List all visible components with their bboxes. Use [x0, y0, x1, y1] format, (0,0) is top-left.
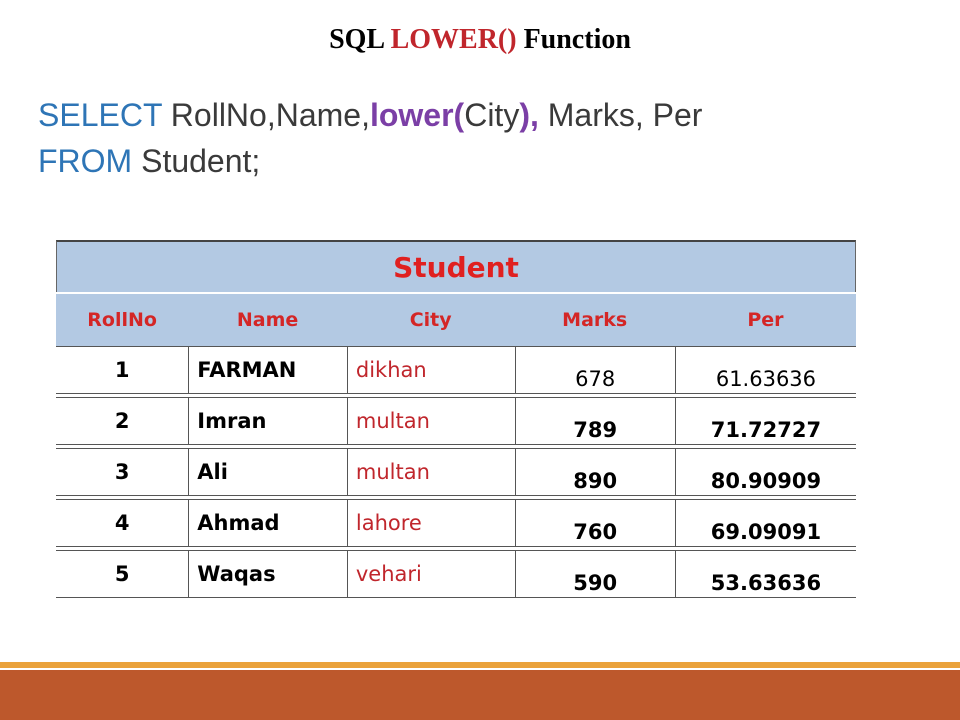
column-header: Marks	[515, 292, 675, 346]
cell-rollno: 5	[56, 550, 188, 598]
cell-name: Imran	[188, 397, 347, 445]
sql-query	[38, 92, 702, 184]
title-prefix: SQL	[329, 24, 391, 55]
cell-per: 69.09091	[675, 499, 856, 547]
cell-city: dikhan	[347, 346, 515, 394]
from-keyword: FROM	[38, 143, 133, 179]
table-row	[56, 448, 856, 496]
column-header: City	[347, 292, 515, 346]
lower-function: lower(	[369, 97, 465, 133]
lower-close: ),	[519, 97, 539, 133]
sql-line-2	[38, 138, 702, 184]
title-function: LOWER()	[390, 24, 517, 55]
cell-rollno: 1	[56, 346, 188, 394]
footer-accent-line	[0, 662, 960, 668]
cell-marks: 789	[515, 397, 675, 445]
cell-city: multan	[347, 448, 515, 496]
sql-line-1	[38, 92, 702, 138]
cell-name: Ali	[188, 448, 347, 496]
select-rest: Marks, Per	[538, 97, 703, 133]
column-header: RollNo	[56, 292, 188, 346]
cell-per: 80.90909	[675, 448, 856, 496]
cell-per: 71.72727	[675, 397, 856, 445]
column-header: Per	[675, 292, 856, 346]
cell-rollno: 2	[56, 397, 188, 445]
title-suffix: Function	[516, 24, 631, 55]
cell-name: FARMAN	[188, 346, 347, 394]
cell-city: vehari	[347, 550, 515, 598]
cell-per: 53.63636	[675, 550, 856, 598]
cell-per: 61.63636	[675, 346, 856, 394]
cell-marks: 590	[515, 550, 675, 598]
table-row	[56, 397, 856, 445]
select-columns: RollNo,Name,	[161, 97, 370, 133]
cell-marks: 890	[515, 448, 675, 496]
slide-title	[0, 24, 960, 56]
cell-city: multan	[347, 397, 515, 445]
cell-name: Waqas	[188, 550, 347, 598]
table-caption: Student	[56, 240, 856, 292]
lower-argument: City	[464, 97, 520, 133]
table-header-row	[56, 292, 856, 346]
column-header: Name	[188, 292, 347, 346]
cell-marks: 678	[515, 346, 675, 394]
cell-city: lahore	[347, 499, 515, 547]
cell-name: Ahmad	[188, 499, 347, 547]
cell-rollno: 3	[56, 448, 188, 496]
footer-band	[0, 670, 960, 720]
table-row	[56, 499, 856, 547]
student-table	[56, 240, 856, 598]
from-table: Student;	[132, 143, 261, 179]
cell-rollno: 4	[56, 499, 188, 547]
select-keyword: SELECT	[38, 97, 162, 133]
cell-marks: 760	[515, 499, 675, 547]
table-row	[56, 346, 856, 394]
table-row	[56, 550, 856, 598]
